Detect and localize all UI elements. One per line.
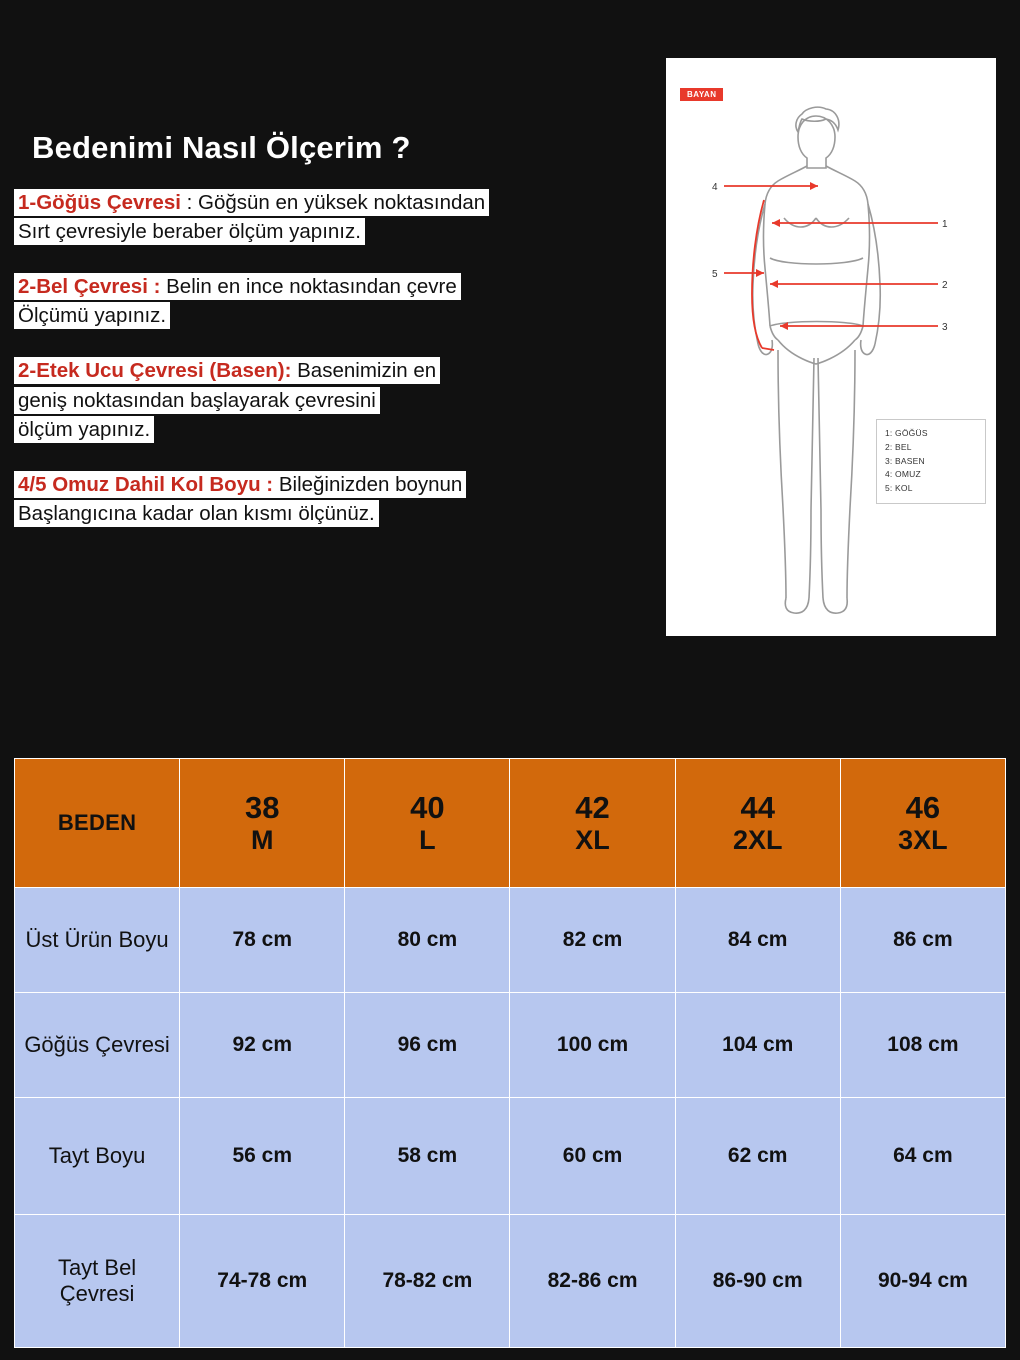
table-cell: 62 cm	[675, 1098, 840, 1215]
instruction-body: ölçüm yapınız.	[18, 417, 151, 441]
size-table-container	[14, 758, 1006, 1348]
marker-1: 1	[942, 219, 948, 230]
table-cell: 90-94 cm	[840, 1215, 1005, 1348]
table-cell: 108 cm	[840, 993, 1005, 1098]
instruction-line	[14, 499, 664, 528]
body-measurement-figure	[666, 58, 996, 636]
legend-item: 2: BEL	[885, 441, 912, 452]
size-number: 44	[740, 789, 775, 825]
marker-3: 3	[942, 322, 948, 333]
table-row	[15, 1215, 1006, 1348]
table-row	[15, 888, 1006, 993]
row-label: Göğüs Çevresi	[15, 993, 180, 1098]
table-cell: 84 cm	[675, 888, 840, 993]
table-cell: 80 cm	[345, 888, 510, 993]
table-row	[15, 993, 1006, 1098]
instruction-text	[14, 302, 170, 329]
instruction-body: Sırt çevresiyle beraber ölçüm yapınız.	[18, 220, 361, 244]
size-letter: 2XL	[732, 825, 783, 856]
instruction-line	[14, 301, 664, 330]
instruction-item	[14, 188, 664, 246]
size-number: 40	[410, 789, 445, 825]
marker-2: 2	[942, 280, 948, 291]
bayan-badge: BAYAN	[680, 88, 723, 101]
female-body-diagram-icon	[666, 58, 996, 636]
instruction-text	[14, 416, 154, 443]
legend-item: 5: KOL	[885, 483, 913, 494]
instruction-item	[14, 470, 664, 528]
instruction-label: 2-Etek Ucu Çevresi (Basen):	[18, 359, 292, 383]
instruction-body: Ölçümü yapınız.	[18, 304, 167, 328]
figure-legend	[876, 419, 986, 504]
table-header-size-44	[675, 759, 840, 888]
table-cell: 86 cm	[840, 888, 1005, 993]
instruction-line	[14, 217, 664, 246]
instruction-line	[14, 356, 664, 385]
instruction-text	[14, 471, 466, 498]
table-cell: 78-82 cm	[345, 1215, 510, 1348]
table-cell: 82 cm	[510, 888, 675, 993]
marker-4: 4	[712, 182, 718, 193]
instruction-body: : Göğsün en yüksek noktasından	[180, 191, 486, 214]
size-letter: L	[419, 825, 436, 856]
instruction-label: 4/5 Omuz Dahil Kol Boyu :	[18, 472, 274, 496]
table-cell: 92 cm	[180, 993, 345, 1098]
table-cell: 64 cm	[840, 1098, 1005, 1215]
table-cell: 78 cm	[180, 888, 345, 993]
row-label: Tayt Boyu	[15, 1098, 180, 1215]
size-number: 42	[575, 789, 610, 825]
legend-item: 4: OMUZ	[885, 469, 921, 480]
instruction-item	[14, 356, 664, 443]
size-letter: M	[250, 825, 274, 856]
instruction-list	[14, 188, 664, 528]
table-cell: 100 cm	[510, 993, 675, 1098]
table-header-row	[15, 759, 1006, 888]
instruction-text	[14, 500, 379, 527]
instruction-label: 2-Bel Çevresi :	[18, 275, 161, 299]
table-cell: 74-78 cm	[180, 1215, 345, 1348]
table-cell: 58 cm	[345, 1098, 510, 1215]
instruction-line	[14, 272, 664, 301]
size-table	[14, 758, 1006, 1348]
legend-item: 3: BASEN	[885, 455, 925, 466]
instruction-text	[14, 218, 365, 245]
size-number: 46	[905, 789, 941, 825]
instruction-line	[14, 188, 664, 217]
marker-5: 5	[712, 269, 718, 280]
table-header-beden: BEDEN	[15, 759, 180, 888]
instruction-body: Başlangıcına kadar olan kısmı ölçünüz.	[18, 501, 375, 525]
table-cell: 60 cm	[510, 1098, 675, 1215]
table-cell: 82-86 cm	[510, 1215, 675, 1348]
size-letter: 3XL	[898, 825, 948, 856]
instructions-text-block	[14, 130, 664, 554]
legend-item: 1: GÖĞÜS	[885, 428, 928, 439]
table-header-size-42	[510, 759, 675, 888]
instruction-line	[14, 415, 664, 444]
row-label: Üst Ürün Boyu	[15, 888, 180, 993]
table-row	[15, 1098, 1006, 1215]
instruction-body: Belin en ince noktasından çevre	[160, 275, 457, 299]
size-letter: XL	[575, 825, 610, 856]
instruction-label: 1-Göğüs Çevresi	[18, 191, 181, 214]
instruction-body: geniş noktasından başlayarak çevresini	[18, 388, 376, 412]
table-cell: 56 cm	[180, 1098, 345, 1215]
instruction-text	[14, 189, 489, 216]
table-header-size-46	[840, 759, 1005, 888]
instruction-text	[14, 273, 461, 300]
table-cell: 96 cm	[345, 993, 510, 1098]
table-header-size-38	[180, 759, 345, 888]
table-header-size-40	[345, 759, 510, 888]
size-number: 38	[244, 789, 280, 825]
instruction-line	[14, 470, 664, 499]
page-title: Bedenimi Nasıl Ölçerim ?	[32, 130, 411, 165]
table-cell: 104 cm	[675, 993, 840, 1098]
instruction-body: Basenimizin en	[291, 359, 437, 383]
instruction-item	[14, 272, 664, 330]
row-label: Tayt Bel Çevresi	[15, 1215, 180, 1348]
instruction-line	[14, 386, 664, 415]
instruction-body: Bileğinizden boynun	[273, 472, 463, 496]
table-cell: 86-90 cm	[675, 1215, 840, 1348]
instruction-text	[14, 387, 380, 414]
instruction-text	[14, 357, 440, 384]
